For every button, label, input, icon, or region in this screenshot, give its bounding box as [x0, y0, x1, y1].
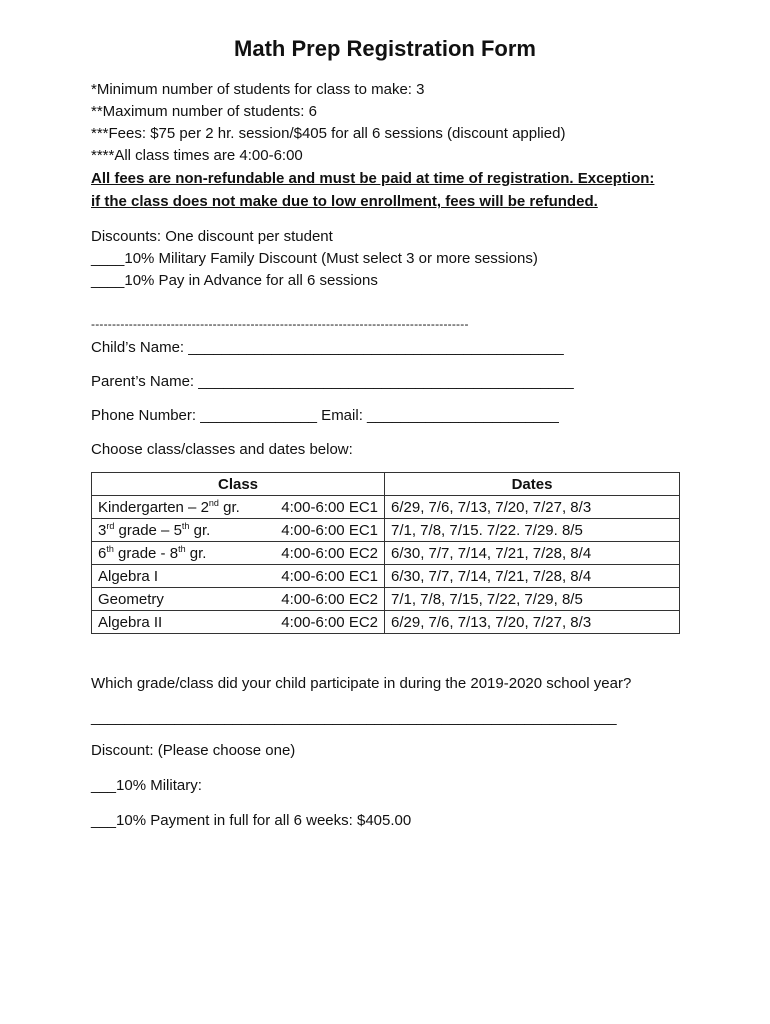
discount-military-option[interactable]: ____10% Military Family Discount (Must select 3 or more sessions) — [91, 250, 538, 267]
table-row[interactable] — [92, 519, 680, 542]
class-time: 4:00-6:00 EC2 — [281, 545, 378, 562]
dates-cell: 6/30, 7/7, 7/14, 7/21, 7/28, 8/4 — [385, 542, 680, 565]
discount-military-choice[interactable]: ___10% Military: — [91, 777, 202, 794]
child-name-field[interactable]: Child’s Name: _____________________________________________ — [91, 339, 564, 356]
class-time: 4:00-6:00 EC1 — [281, 522, 378, 539]
class-cell: 3rd grade – 5th gr. 4:00-6:00 EC1 — [92, 519, 385, 542]
class-schedule-table — [91, 472, 680, 634]
dates-cell: 6/29, 7/6, 7/13, 7/20, 7/27, 8/3 — [385, 611, 680, 634]
class-cell: Kindergarten – 2nd gr. 4:00-6:00 EC1 — [92, 496, 385, 519]
phone-email-field[interactable]: Phone Number: ______________ Email: _______________________ — [91, 407, 559, 424]
table-row[interactable] — [92, 542, 680, 565]
table-row[interactable] — [92, 496, 680, 519]
table-row[interactable] — [92, 565, 680, 588]
class-column-header: Class — [92, 473, 385, 496]
parent-name-field[interactable]: Parent’s Name: _____________________________________________ — [91, 373, 574, 390]
discounts-header: Discounts: One discount per student — [91, 228, 333, 245]
note-minimum: *Minimum number of students for class to make: 3 — [91, 81, 425, 98]
class-cell: Algebra I 4:00-6:00 EC1 — [92, 565, 385, 588]
discount-choice-header: Discount: (Please choose one) — [91, 742, 296, 759]
class-time: 4:00-6:00 EC1 — [281, 567, 378, 585]
note-maximum: **Maximum number of students: 6 — [91, 103, 317, 120]
dates-cell: 6/29, 7/6, 7/13, 7/20, 7/27, 8/3 — [385, 496, 680, 519]
note-fees: ***Fees: $75 per 2 hr. session/$405 for all 6 sessions (discount applied) — [91, 125, 566, 142]
class-cell: Geometry 4:00-6:00 EC2 — [92, 588, 385, 611]
table-header-row — [92, 473, 680, 496]
prior-class-answer-line[interactable]: _______________________________________________________________ — [91, 709, 617, 726]
discount-payment-choice[interactable]: ___10% Payment in full for all 6 weeks: $405.00 — [91, 812, 412, 829]
prior-class-question: Which grade/class did your child participate in during the 2019-2020 school year? — [91, 675, 632, 692]
class-time: 4:00-6:00 EC1 — [281, 499, 378, 516]
policy-line-1: All fees are non-refundable and must be paid at time of registration. Exception: — [91, 170, 655, 187]
table-row[interactable] — [92, 588, 680, 611]
class-cell: 6th grade - 8th gr. 4:00-6:00 EC2 — [92, 542, 385, 565]
class-cell: Algebra II 4:00-6:00 EC2 — [92, 611, 385, 634]
class-time: 4:00-6:00 EC2 — [281, 590, 378, 608]
table-row[interactable] — [92, 611, 680, 634]
dates-cell: 7/1, 7/8, 7/15, 7/22, 7/29, 8/5 — [385, 588, 680, 611]
dates-column-header: Dates — [385, 473, 680, 496]
choose-class-label: Choose class/classes and dates below: — [91, 441, 353, 458]
class-time: 4:00-6:00 EC2 — [281, 613, 378, 631]
note-times: ****All class times are 4:00-6:00 — [91, 147, 303, 164]
dates-cell: 7/1, 7/8, 7/15. 7/22. 7/29. 8/5 — [385, 519, 680, 542]
separator: ------------------------------------------------------------------------------------------ — [91, 317, 469, 331]
policy-line-2: if the class does not make due to low enrollment, fees will be refunded. — [91, 193, 598, 210]
dates-cell: 6/30, 7/7, 7/14, 7/21, 7/28, 8/4 — [385, 565, 680, 588]
page-title: Math Prep Registration Form — [234, 36, 536, 61]
discount-advance-option[interactable]: ____10% Pay in Advance for all 6 sessions — [91, 272, 378, 289]
